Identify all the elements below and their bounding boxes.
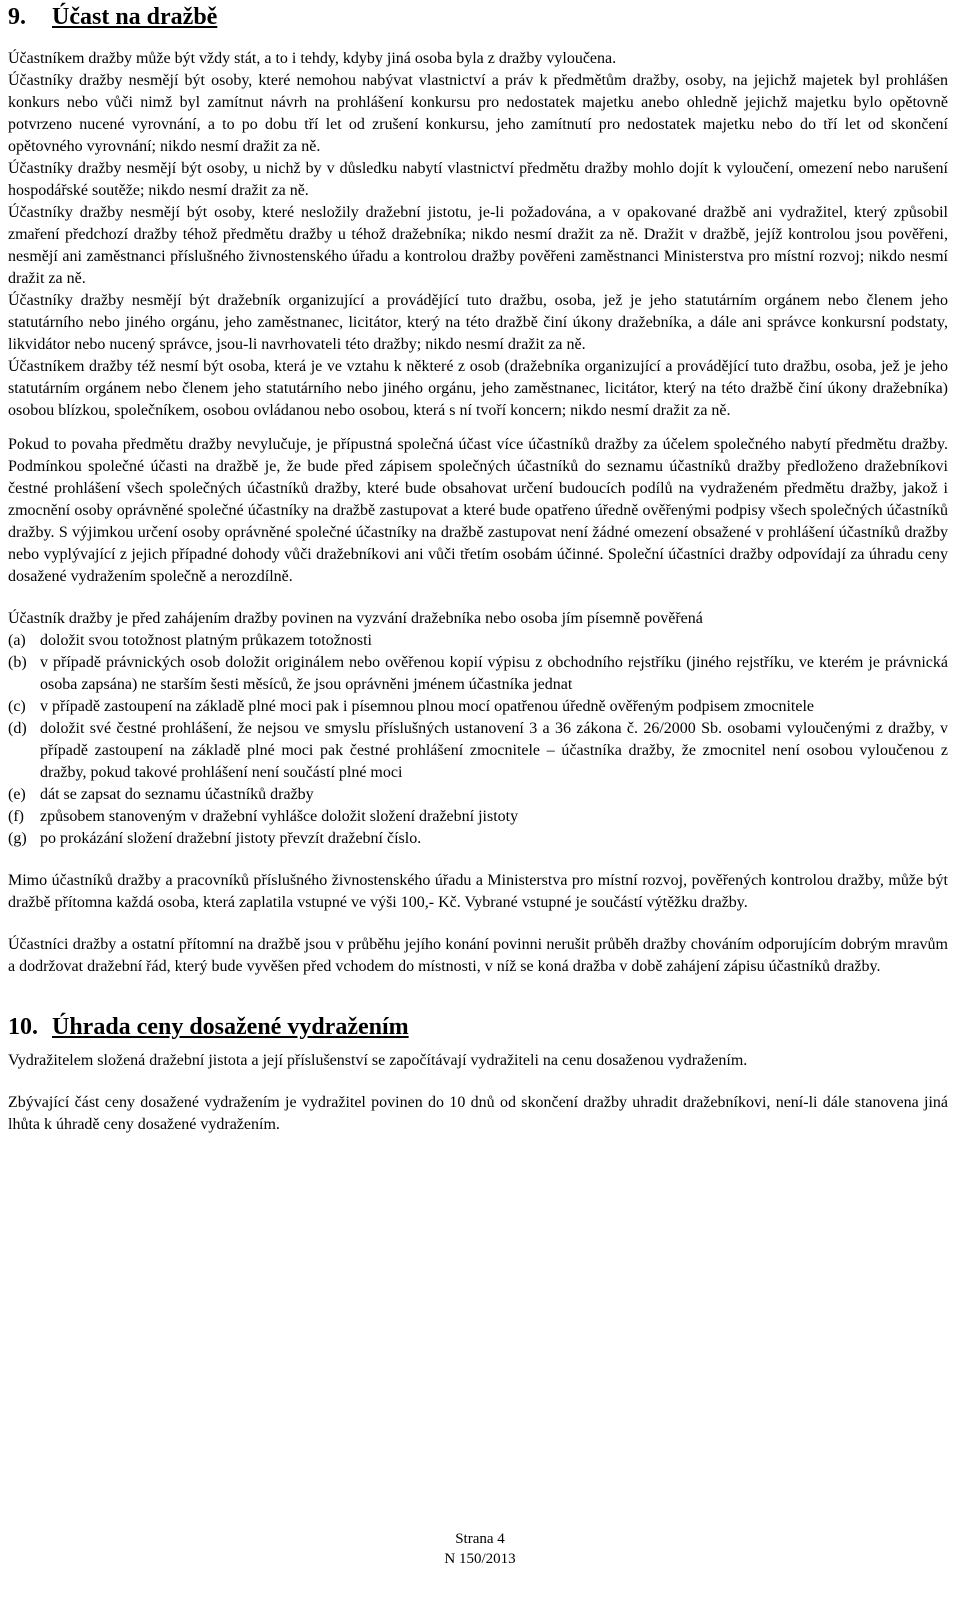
section-9-heading	[8, 6, 948, 28]
paragraph: Zbývající část ceny dosažené vydražením je vydražitel povinen do 10 dnů od skončení dražby uhradit dražebníkovi, není-li dále stanovena jiná lhůta k úhradě ceny dosažené vydražením.	[8, 1094, 948, 1133]
list-text: doložit svou totožnost platným průkazem totožnosti	[40, 632, 372, 649]
page-footer	[0, 1529, 960, 1569]
paragraph: Vydražitelem složená dražební jistota a její příslušenství se započítávají vydražiteli na cenu dosaženou vydražením.	[8, 1052, 748, 1069]
list-marker: (d)	[8, 720, 27, 737]
list-text: po prokázání složení dražební jistoty převzít dražební číslo.	[40, 830, 422, 847]
list-text: v případě zastoupení na základě plné moci pak i písemnou plnou mocí opatřenou úředně ověřeným podpisem zmocnitele	[40, 698, 814, 715]
paragraph: Účastníkem dražby může být vždy stát, a to i tehdy, kdyby jiná osoba byla z dražby vyloučena.	[8, 50, 617, 67]
list-text: způsobem stanoveným v dražební vyhlášce doložit složení dražební jistoty	[40, 808, 519, 825]
paragraph: Účastníky dražby nesmějí být dražebník organizující a provádějící tuto dražbu, osoba, jež je jeho statutárním orgánem nebo členem jeho statutárního nebo jiného orgánu, jeho zaměstnanec, licitátor, který na této dražbě činí úkony dražebníka, a dále ani správce konkursní podstaty, likvidátor nebo nucený správce, jsou-li navrhovateli této dražby; nikdo nesmí dražit za ně.	[8, 292, 948, 353]
section-10-heading	[8, 1016, 948, 1038]
document-id: N 150/2013	[444, 1551, 516, 1567]
section-10-number: 10.	[8, 1014, 38, 1040]
list-item	[8, 652, 948, 696]
list-text: dát se zapsat do seznamu účastníků dražby	[40, 786, 314, 803]
paragraph: Účastníky dražby nesmějí být osoby, které nemohou nabývat vlastnictví a práv k předmětům dražby, osoby, na jejichž majetek byl prohlášen konkurs nebo vůči nimž byl zamítnut návrh na prohlášení konkursu pro nedostatek majetku anebo ohledně jejichž majetku bylo opětovně potvrzeno nucené vyrovnání, a to po dobu tří let od zrušení konkursu, jeho zamítnutí pro nedostatek majetku nebo do tří let od skončení opětovného vyrovnání; nikdo nesmí dražit za ně.	[8, 72, 948, 155]
obligations-list	[8, 630, 948, 850]
paragraph: Účastníci dražby a ostatní přítomní na dražbě jsou v průběhu jejího konání povinni nerušit průběh dražby chováním odporujícím dobrým mravům a dodržovat dražební řád, který bude vyvěšen před vchodem do místnosti, v níž se koná dražba v době zahájení zápisu účastníků dražby.	[8, 936, 948, 975]
page-number: Strana 4	[455, 1531, 505, 1547]
list-text: doložit své čestné prohlášení, že nejsou ve smyslu příslušných ustanovení 3 a 36 zákona č. 26/2000 Sb. osobami vyloučenými z dražby, v případě zastoupení na základě plné moci pak čestné prohlášení zmocnitele – účastníka dražby, že zmocnitel není osobou vyloučenou z dražby, pokud takové prohlášení není součástí plné moci	[40, 720, 948, 781]
paragraph: Účastníky dražby nesmějí být osoby, u nichž by v důsledku nabytí vlastnictví předmětu dražby mohlo dojít k vyloučení, omezení nebo narušení hospodářské soutěže; nikdo nesmí dražit za ně.	[8, 160, 948, 199]
section-9-title: Účast na dražbě	[52, 4, 218, 30]
paragraph: Účastníky dražby nesmějí být osoby, které nesložily dražební jistotu, je-li požadována, a v opakované dražbě ani vydražitel, který způsobil zmaření předchozí dražby téhož předmětu dražby u téhož dražebníka; nikdo nesmí dražit za ně. Dražit v dražbě, jejíž kontrolou jsou pověřeni, nesmějí ani zaměstnanci příslušného živnostenského úřadu a kontrolou dražby pověřeni zaměstnanci Ministerstva pro místní rozvoj; nikdo nesmí dražit za ně.	[8, 204, 948, 287]
list-item	[8, 696, 948, 718]
list-item	[8, 718, 948, 784]
list-marker: (b)	[8, 654, 27, 671]
section-10-title: Úhrada ceny dosažené vydražením	[52, 1014, 409, 1040]
list-marker: (a)	[8, 632, 26, 649]
list-marker: (c)	[8, 698, 26, 715]
paragraph: Účastník dražby je před zahájením dražby povinen na vyzvání dražebníka nebo osoba jím písemně pověřená	[8, 610, 703, 627]
paragraph: Pokud to povaha předmětu dražby nevylučuje, je přípustná společná účast více účastníků dražby za účelem společného nabytí předmětu dražby. Podmínkou společné účasti na dražbě je, že bude před zápisem společných účastníků do seznamu účastníků dražby předloženo dražebníkovi čestné prohlášení všech společných účastníků dražby, které bude obsahovat určení budoucích podílů na vydraženém předmětu dražby, jakož i zmocnění osoby oprávněné společné účastníky na dražbě zastupovat a které bude opatřeno úředně ověřenými podpisy všech společných účastníků dražby. S výjimkou určení osoby oprávněné společné účastníky na dražbě zastupovat není žádné omezení obsažené v prohlášení účastníků dražby nebo vyplývající z jejich případné dohody vůči dražebníkovi ani vůči třetím osobám účinné. Společní účastníci dražby odpovídají za úhradu ceny dosažené vydražením společně a nerozdílně.	[8, 436, 948, 585]
list-marker: (e)	[8, 786, 26, 803]
list-item	[8, 806, 948, 828]
list-marker: (g)	[8, 830, 27, 847]
list-item	[8, 784, 948, 806]
list-item	[8, 630, 948, 652]
paragraph: Mimo účastníků dražby a pracovníků příslušného živnostenského úřadu a Ministerstva pro místní rozvoj, pověřených kontrolou dražby, může být dražbě přítomna každá osoba, která zaplatila vstupné ve výši 100,- Kč. Vybrané vstupné je součástí výtěžku dražby.	[8, 872, 948, 911]
paragraph: Účastníkem dražby též nesmí být osoba, která je ve vztahu k některé z osob (dražebníka organizující a provádějící tuto dražbu, osoba, jež je jeho statutárním orgánem nebo členem jeho statutárního nebo jiného orgánu, jeho zaměstnanec, licitátor, který na této dražbě činí úkony dražebníka) osobou blízkou, společníkem, osobou ovládanou nebo osobou, která s ní tvoří koncern; nikdo nesmí dražit za ně.	[8, 358, 948, 419]
list-marker: (f)	[8, 808, 24, 825]
list-text: v případě právnických osob doložit originálem nebo ověřenou kopií výpisu z obchodního rejstříku (jiného rejstříku, ve kterém je právnická osoba zapsána) ne starším šesti měsíců, že jsou oprávněni jménem účastníka jednat	[40, 654, 948, 693]
section-9-number: 9.	[8, 4, 26, 30]
list-item	[8, 828, 948, 850]
